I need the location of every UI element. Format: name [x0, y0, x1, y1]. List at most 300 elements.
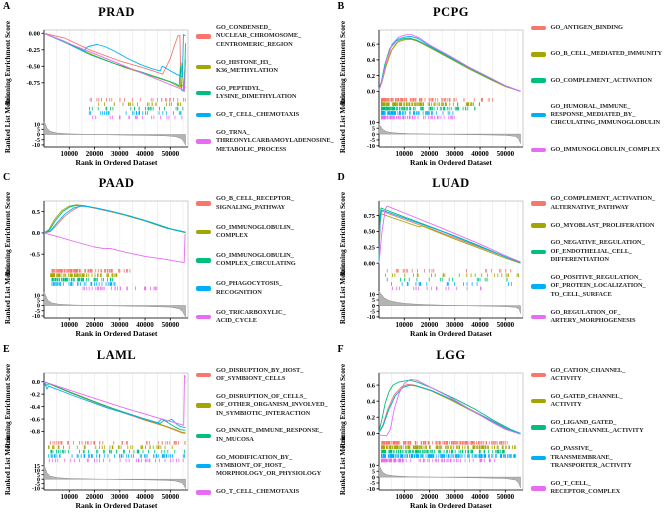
- rug-tick: [166, 98, 167, 102]
- rug-tick: [437, 102, 438, 106]
- rug-tick: [122, 441, 123, 445]
- rug-tick: [145, 107, 146, 111]
- rug-tick: [160, 116, 161, 120]
- legend-entry-s2: [196, 252, 333, 269]
- rug-tick: [129, 269, 130, 273]
- legend-label-line: THREONYLCARBAMOYLADENOSINE_: [216, 137, 334, 145]
- rug-tick: [56, 269, 57, 273]
- rug-tick: [61, 278, 62, 282]
- rug-tick: [159, 107, 160, 111]
- rug-tick: [104, 454, 105, 458]
- rug-tick: [116, 449, 117, 453]
- rug-tick: [415, 282, 416, 286]
- rug-tick: [407, 454, 408, 458]
- legend-key-icon: [196, 91, 211, 96]
- legend-entry-s1: [196, 224, 333, 241]
- rug-tick: [176, 441, 177, 445]
- rug-tick: [416, 274, 417, 278]
- rug-tick: [90, 269, 91, 273]
- rug-tick: [110, 278, 111, 282]
- rug-tick: [435, 98, 436, 102]
- rug-tick: [420, 458, 421, 462]
- rug-tick: [427, 102, 428, 106]
- rug-tick: [113, 107, 114, 111]
- es-tick-label: 0.0: [366, 88, 374, 95]
- rug-tick: [409, 449, 410, 453]
- rug-tick: [99, 458, 100, 462]
- rug-tick: [389, 116, 390, 120]
- rug-tick: [98, 274, 99, 278]
- rug-tick: [397, 98, 398, 102]
- rug-tick: [65, 274, 66, 278]
- rug-tick: [106, 274, 107, 278]
- rug-tick: [100, 274, 101, 278]
- legend-label: [216, 195, 294, 212]
- rug-tick: [53, 282, 54, 286]
- legend-label-line: GO_POSITIVE_REGULATION_: [551, 274, 646, 282]
- rug-tick: [391, 441, 392, 445]
- rug-tick: [388, 107, 389, 111]
- rug-tick: [88, 454, 89, 458]
- rug-tick: [68, 449, 69, 453]
- legend-label: [216, 224, 294, 241]
- rug-tick: [112, 274, 113, 278]
- rug-tick: [138, 458, 139, 462]
- rug-tick: [161, 98, 162, 102]
- legend-label-line: OF_ENDOTHELIAL_CELL_: [551, 248, 645, 256]
- rug-tick: [442, 458, 443, 462]
- y-axis-label-ranked-list-metric: Ranked List Metric: [339, 435, 347, 495]
- rug-tick: [407, 107, 408, 111]
- rug-tick: [383, 458, 384, 462]
- y-axis-label-running-enrichment-score: Running Enrichment Score: [4, 192, 12, 276]
- rug-tick: [433, 107, 434, 111]
- rug-tick: [176, 458, 177, 462]
- rug-row-s0: [90, 98, 186, 102]
- rug-row-s2: [381, 449, 505, 453]
- rug-tick: [417, 454, 418, 458]
- rug-tick: [410, 102, 411, 106]
- rug-tick: [410, 98, 411, 102]
- rug-tick: [431, 287, 432, 291]
- x-tick-label: 10000: [61, 321, 79, 329]
- rug-tick: [414, 102, 415, 106]
- rug-tick: [385, 458, 386, 462]
- rug-tick: [159, 458, 160, 462]
- rug-tick: [85, 269, 86, 273]
- rug-tick: [167, 449, 168, 453]
- rug-tick: [62, 269, 63, 273]
- rug-tick: [170, 458, 171, 462]
- legend-label-line: GO_MODIFICATION_BY_: [216, 454, 321, 462]
- rug-tick: [471, 282, 472, 286]
- rug-tick: [445, 445, 446, 449]
- rug-tick: [403, 107, 404, 111]
- rug-tick: [60, 449, 61, 453]
- es-curve-s1: [44, 381, 186, 432]
- legend-entry-s4: [196, 129, 333, 154]
- rug-tick: [57, 269, 58, 273]
- rug-tick: [109, 111, 110, 115]
- rug-tick: [149, 458, 150, 462]
- rug-tick: [452, 449, 453, 453]
- rug-tick: [175, 116, 176, 120]
- rug-tick: [88, 269, 89, 273]
- rug-tick: [396, 102, 397, 106]
- rug-tick: [394, 102, 395, 106]
- rug-tick: [429, 454, 430, 458]
- rug-tick: [393, 458, 394, 462]
- rug-tick: [420, 102, 421, 106]
- rug-tick: [499, 441, 500, 445]
- rug-tick: [429, 98, 430, 102]
- rug-tick: [106, 107, 107, 111]
- rug-tick: [108, 111, 109, 115]
- rug-tick: [54, 454, 55, 458]
- rug-tick: [481, 454, 482, 458]
- x-tick-label: 40000: [471, 321, 489, 329]
- rug-tick: [443, 102, 444, 106]
- rug-tick: [486, 441, 487, 445]
- rug-tick: [485, 454, 486, 458]
- rug-tick: [432, 111, 433, 115]
- legend-label-line: GO_DISRUPTION_OF_CELLS_: [216, 393, 328, 401]
- rug-tick: [465, 107, 466, 111]
- rug-tick: [476, 454, 477, 458]
- rug-tick: [159, 111, 160, 115]
- rug-tick: [472, 441, 473, 445]
- rug-tick: [102, 111, 103, 115]
- rug-tick: [177, 102, 178, 106]
- metric-tick-label: 10: [34, 122, 40, 128]
- rug-tick: [448, 287, 449, 291]
- rug-tick: [394, 274, 395, 278]
- rug-tick: [394, 111, 395, 115]
- rug-tick: [104, 445, 105, 449]
- rug-tick: [393, 441, 394, 445]
- rug-tick: [392, 274, 393, 278]
- rug-tick: [395, 107, 396, 111]
- rug-tick: [162, 111, 163, 115]
- rug-tick: [453, 98, 454, 102]
- rug-tick: [476, 282, 477, 286]
- legend-label-line: GO_GATED_CHANNEL_: [551, 393, 623, 401]
- rug-tick: [443, 107, 444, 111]
- rug-tick: [425, 454, 426, 458]
- rug-tick: [388, 98, 389, 102]
- rug-tick: [417, 116, 418, 120]
- rug-tick: [109, 98, 110, 102]
- rug-tick: [92, 287, 93, 291]
- rug-tick: [435, 454, 436, 458]
- rug-tick: [65, 449, 66, 453]
- rug-tick: [67, 278, 68, 282]
- rug-tick: [56, 449, 57, 453]
- legend-key-icon: [531, 284, 546, 289]
- rug-tick: [60, 282, 61, 286]
- rug-tick: [491, 445, 492, 449]
- legend-label: [216, 367, 303, 384]
- rug-tick: [173, 111, 174, 115]
- rug-tick: [422, 107, 423, 111]
- rug-tick: [411, 454, 412, 458]
- rug-tick: [178, 441, 179, 445]
- es-tick-label: 0.4: [366, 57, 375, 64]
- rug-tick: [63, 449, 64, 453]
- rug-tick: [488, 445, 489, 449]
- legend-label-line: COMPLEX_CIRCULATING: [216, 260, 296, 268]
- rug-tick: [77, 445, 78, 449]
- es-tick-label: -0.25: [26, 47, 40, 54]
- rug-tick: [428, 111, 429, 115]
- rug-tick: [439, 107, 440, 111]
- legend-key-icon: [196, 139, 211, 144]
- rug-tick: [166, 111, 167, 115]
- rug-tick: [400, 278, 401, 282]
- rug-tick: [467, 445, 468, 449]
- rug-tick: [413, 98, 414, 102]
- rug-tick: [52, 282, 53, 286]
- rug-tick: [463, 98, 464, 102]
- rug-tick: [57, 458, 58, 462]
- rug-tick: [418, 111, 419, 115]
- es-tick-label: -0.75: [26, 80, 40, 87]
- rug-tick: [104, 287, 105, 291]
- rug-tick: [59, 269, 60, 273]
- rug-tick: [91, 98, 92, 102]
- metric-tick-label: -10: [32, 143, 40, 149]
- rug-tick: [457, 458, 458, 462]
- legend-label: [216, 252, 296, 269]
- rug-tick: [391, 454, 392, 458]
- es-tick-label: -0.6: [30, 416, 41, 423]
- metric-tick-label: -5: [35, 309, 40, 315]
- rug-tick: [429, 454, 430, 458]
- rug-tick: [132, 102, 133, 106]
- rug-tick: [396, 98, 397, 102]
- rug-tick: [456, 441, 457, 445]
- legend-label-line: GO_REGULATION_OF_: [551, 309, 636, 317]
- legend-entry-s1: [531, 222, 668, 230]
- rug-tick: [456, 445, 457, 449]
- rug-tick: [56, 441, 57, 445]
- rug-tick: [382, 458, 383, 462]
- rug-tick: [147, 441, 148, 445]
- rug-tick: [420, 445, 421, 449]
- metric-tick-label: 0: [372, 132, 375, 138]
- metric-tick-label: 10: [34, 294, 40, 300]
- rug-tick: [185, 98, 186, 102]
- rug-tick: [468, 458, 469, 462]
- legend-label-line: GO_CATION_CHANNEL_: [551, 367, 626, 375]
- rug-tick: [506, 278, 507, 282]
- rug-row-s2: [50, 449, 184, 453]
- rug-tick: [413, 445, 414, 449]
- rug-tick: [89, 454, 90, 458]
- legend-key-icon: [531, 486, 546, 491]
- rug-tick: [497, 274, 498, 278]
- rug-tick: [473, 441, 474, 445]
- rug-tick: [393, 116, 394, 120]
- rug-tick: [151, 98, 152, 102]
- rug-tick: [433, 102, 434, 106]
- panel-pcpg: [335, 0, 669, 171]
- es-tick-label: -0.8: [30, 428, 41, 435]
- rug-tick: [392, 287, 393, 291]
- rug-tick: [499, 269, 500, 273]
- rug-tick: [476, 278, 477, 282]
- rug-tick: [91, 441, 92, 445]
- rug-tick: [381, 107, 382, 111]
- rug-tick: [451, 116, 452, 120]
- rug-tick: [456, 287, 457, 291]
- rug-tick: [53, 274, 54, 278]
- rug-tick: [390, 107, 391, 111]
- metric-tick-label: 5: [37, 299, 40, 305]
- rug-tick: [381, 98, 382, 102]
- rug-tick: [467, 107, 468, 111]
- x-axis-label: Rank in Ordered Dataset: [44, 501, 189, 510]
- rug-tick: [384, 441, 385, 445]
- rug-tick: [148, 449, 149, 453]
- rug-tick: [383, 98, 384, 102]
- rug-tick: [70, 458, 71, 462]
- legend-entry-s4: [531, 480, 668, 497]
- ranked-list-metric-area: [379, 291, 521, 314]
- rug-tick: [381, 111, 382, 115]
- rug-tick: [154, 287, 155, 291]
- rug-tick: [154, 449, 155, 453]
- rug-tick: [388, 458, 389, 462]
- es-tick-label: -0.50: [26, 64, 40, 71]
- rug-tick: [61, 269, 62, 273]
- rug-tick: [93, 441, 94, 445]
- rug-tick: [386, 458, 387, 462]
- rug-tick: [423, 445, 424, 449]
- es-tick-label: 0.0: [32, 379, 40, 386]
- rug-tick: [465, 441, 466, 445]
- rug-tick: [467, 441, 468, 445]
- rug-tick: [178, 458, 179, 462]
- rug-tick: [51, 454, 52, 458]
- rug-tick: [433, 454, 434, 458]
- rug-tick: [163, 454, 164, 458]
- rug-tick: [419, 98, 420, 102]
- rug-tick: [177, 98, 178, 102]
- metric-tick-label: 10: [369, 293, 375, 299]
- rug-tick: [73, 282, 74, 286]
- rug-tick: [61, 274, 62, 278]
- panel-letter: C: [3, 172, 10, 183]
- rug-row-s4: [381, 116, 454, 120]
- rug-tick: [141, 445, 142, 449]
- rug-tick: [443, 116, 444, 120]
- legend-key-icon: [531, 201, 546, 206]
- rug-tick: [473, 98, 474, 102]
- rug-tick: [458, 449, 459, 453]
- rug-tick: [150, 445, 151, 449]
- rug-tick: [459, 445, 460, 449]
- rug-tick: [127, 445, 128, 449]
- es-tick-label: 0.6: [366, 41, 375, 48]
- x-tick-label: 20000: [420, 493, 438, 501]
- rug-tick: [144, 454, 145, 458]
- rug-tick: [471, 454, 472, 458]
- rug-tick: [410, 107, 411, 111]
- rug-tick: [489, 458, 490, 462]
- rug-tick: [158, 441, 159, 445]
- legend-label-line: GO_PHAGOCYTOSIS_: [216, 280, 282, 288]
- rug-tick: [451, 445, 452, 449]
- rug-tick: [514, 454, 515, 458]
- rug-tick: [77, 282, 78, 286]
- rug-tick: [447, 441, 448, 445]
- rug-tick: [80, 278, 81, 282]
- legend-label: [551, 222, 655, 230]
- rug-tick: [124, 269, 125, 273]
- rug-tick: [493, 441, 494, 445]
- rug-tick: [407, 441, 408, 445]
- rug-tick: [393, 111, 394, 115]
- rug-tick: [492, 449, 493, 453]
- rug-tick: [457, 107, 458, 111]
- rug-tick: [387, 102, 388, 106]
- rug-tick: [122, 441, 123, 445]
- rug-tick: [488, 449, 489, 453]
- legend-entry-s3: [196, 454, 333, 479]
- rug-tick: [118, 445, 119, 449]
- rug-tick: [479, 278, 480, 282]
- plot-lgg: [335, 343, 535, 515]
- rug-tick: [153, 107, 154, 111]
- panel-title: PAAD: [44, 176, 189, 191]
- rug-tick: [457, 454, 458, 458]
- rug-tick: [440, 116, 441, 120]
- rug-tick: [428, 269, 429, 273]
- legend-label-line: GO_ANTIGEN_BINDING: [551, 24, 623, 32]
- rug-tick: [486, 278, 487, 282]
- legend-key-icon: [196, 258, 211, 263]
- legend-label-line: GO_IMMUNOGLOBULIN_: [216, 252, 296, 260]
- rug-tick: [85, 445, 86, 449]
- rug-tick: [477, 441, 478, 445]
- x-tick-label: 50000: [162, 493, 180, 501]
- legend-label: [551, 50, 663, 58]
- rug-tick: [52, 458, 53, 462]
- rug-tick: [449, 111, 450, 115]
- rug-tick: [384, 111, 385, 115]
- rug-tick: [81, 278, 82, 282]
- rug-tick: [501, 445, 502, 449]
- legend-entry-s2: [531, 77, 668, 85]
- x-tick-label: 20000: [86, 150, 104, 158]
- rug-tick: [120, 458, 121, 462]
- metric-tick-label: -10: [367, 315, 375, 321]
- rug-tick: [444, 98, 445, 102]
- x-tick-label: 30000: [446, 493, 464, 501]
- rug-tick: [57, 278, 58, 282]
- rug-tick: [396, 287, 397, 291]
- x-tick-label: 30000: [111, 321, 129, 329]
- rug-tick: [456, 445, 457, 449]
- rug-tick: [141, 454, 142, 458]
- rug-tick: [408, 449, 409, 453]
- rug-tick: [99, 445, 100, 449]
- rug-tick: [443, 449, 444, 453]
- rug-tick: [397, 116, 398, 120]
- x-axis-label: Rank in Ordered Dataset: [44, 329, 189, 338]
- rug-tick: [442, 111, 443, 115]
